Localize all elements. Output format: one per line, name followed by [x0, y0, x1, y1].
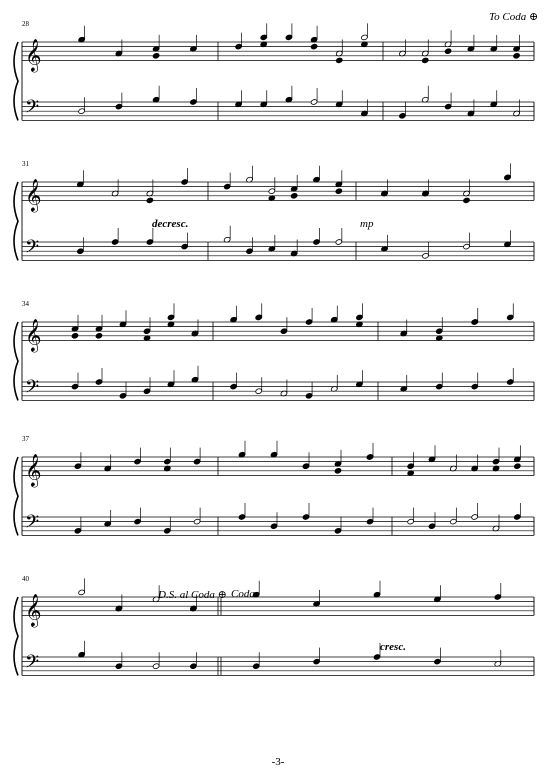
note-head	[361, 34, 368, 40]
bass-clef-icon: 𝄢	[25, 651, 40, 677]
note-head	[336, 57, 343, 63]
note-head	[471, 514, 478, 520]
note-head	[255, 388, 262, 394]
note-head	[143, 388, 150, 394]
note-head	[444, 48, 451, 54]
brace-icon	[14, 42, 18, 120]
note-head	[302, 514, 309, 520]
note-head	[143, 328, 150, 334]
measure-number: 34	[22, 300, 29, 308]
note-head	[463, 197, 470, 203]
page-number: -3-	[271, 756, 285, 768]
note-head	[444, 103, 451, 109]
note-head	[246, 248, 253, 254]
note-head	[373, 654, 380, 660]
note-head	[78, 589, 85, 595]
note-head	[111, 239, 118, 245]
note-head	[193, 458, 200, 464]
note-head	[255, 314, 262, 320]
note-head	[77, 248, 84, 254]
note-head	[115, 103, 122, 109]
note-head	[71, 333, 78, 339]
brace-icon	[14, 597, 18, 675]
measure-number: 40	[22, 575, 29, 583]
note-head	[504, 174, 511, 180]
brace-icon	[14, 322, 18, 400]
note-head	[119, 393, 126, 399]
bass-clef-icon: 𝄢	[25, 96, 40, 122]
note-head	[422, 57, 429, 63]
to-coda-marking: To Coda ⊕	[489, 11, 539, 23]
note-head	[164, 458, 171, 464]
note-head	[181, 243, 188, 249]
coda-label: Coda	[231, 588, 255, 600]
note-head	[471, 383, 478, 389]
note-head	[193, 518, 200, 524]
note-head	[280, 328, 287, 334]
note-head	[230, 383, 237, 389]
note-head	[313, 658, 320, 664]
note-head	[223, 183, 230, 189]
system-1	[0, 20, 556, 150]
staff-system-graphic	[0, 575, 556, 705]
note-head	[152, 53, 159, 59]
dynamic-decresc: decresc.	[152, 218, 189, 230]
note-head	[134, 518, 141, 524]
note-head	[310, 43, 317, 49]
note-head	[407, 518, 414, 524]
system-5	[0, 575, 556, 705]
note-head	[285, 34, 292, 40]
treble-clef-icon: 𝄞	[25, 38, 42, 72]
note-head	[335, 239, 342, 245]
note-head	[450, 518, 457, 524]
note-head	[366, 518, 373, 524]
bass-clef-icon: 𝄢	[25, 511, 40, 537]
note-head	[494, 594, 501, 600]
note-head	[514, 463, 521, 469]
note-head	[95, 379, 102, 385]
note-head	[507, 379, 514, 385]
note-head	[146, 239, 153, 245]
note-head	[260, 34, 267, 40]
note-head	[235, 43, 242, 49]
note-head	[78, 108, 85, 114]
note-head	[167, 314, 174, 320]
note-head	[146, 197, 153, 203]
treble-clef-icon: 𝄞	[25, 178, 42, 212]
staff-system-graphic	[0, 435, 556, 565]
note-head	[270, 523, 277, 529]
dynamic-cresc: cresc.	[380, 641, 406, 653]
bass-clef-icon: 𝄢	[25, 236, 40, 262]
system-4	[0, 435, 556, 565]
staff-system-graphic	[0, 300, 556, 430]
note-head	[513, 53, 520, 59]
treble-clef-icon: 𝄞	[25, 453, 42, 487]
note-head	[290, 193, 297, 199]
note-head	[436, 328, 443, 334]
note-head	[407, 463, 414, 469]
note-head	[190, 99, 197, 105]
measure-number: 37	[22, 435, 29, 443]
note-head	[74, 463, 81, 469]
note-head	[334, 528, 341, 534]
note-head	[115, 663, 122, 669]
note-head	[71, 383, 78, 389]
note-head	[302, 463, 309, 469]
note-head	[366, 454, 373, 460]
note-head	[492, 458, 499, 464]
note-head	[164, 528, 171, 534]
note-head	[268, 188, 275, 194]
note-head	[399, 113, 406, 119]
note-head	[152, 663, 159, 669]
note-head	[422, 253, 429, 259]
staff-system-graphic	[0, 160, 556, 290]
bass-clef-icon: 𝄢	[25, 376, 40, 402]
note-head	[181, 179, 188, 185]
note-head	[471, 319, 478, 325]
ds-al-coda-marking: D.S. al Coda ⊕	[158, 589, 227, 601]
note-head	[434, 658, 441, 664]
system-3	[0, 300, 556, 430]
staff-system-graphic	[0, 20, 556, 150]
measure-number: 31	[22, 160, 29, 168]
note-head	[507, 314, 514, 320]
note-head	[514, 514, 521, 520]
note-head	[428, 523, 435, 529]
note-head	[463, 243, 470, 249]
dynamic-mp: mp	[360, 218, 374, 230]
note-head	[74, 528, 81, 534]
note-head	[436, 383, 443, 389]
note-head	[310, 99, 317, 105]
treble-clef-icon: 𝄞	[25, 318, 42, 352]
brace-icon	[14, 182, 18, 260]
treble-clef-icon: 𝄞	[25, 593, 42, 627]
note-head	[334, 468, 341, 474]
note-head	[356, 314, 363, 320]
note-head	[253, 663, 260, 669]
note-head	[95, 333, 102, 339]
note-head	[190, 663, 197, 669]
note-head	[134, 458, 141, 464]
note-head	[335, 188, 342, 194]
note-head	[305, 393, 312, 399]
brace-icon	[14, 457, 18, 535]
note-head	[238, 514, 245, 520]
measure-number: 28	[22, 20, 29, 28]
system-2	[0, 160, 556, 290]
note-head	[313, 239, 320, 245]
note-head	[305, 319, 312, 325]
